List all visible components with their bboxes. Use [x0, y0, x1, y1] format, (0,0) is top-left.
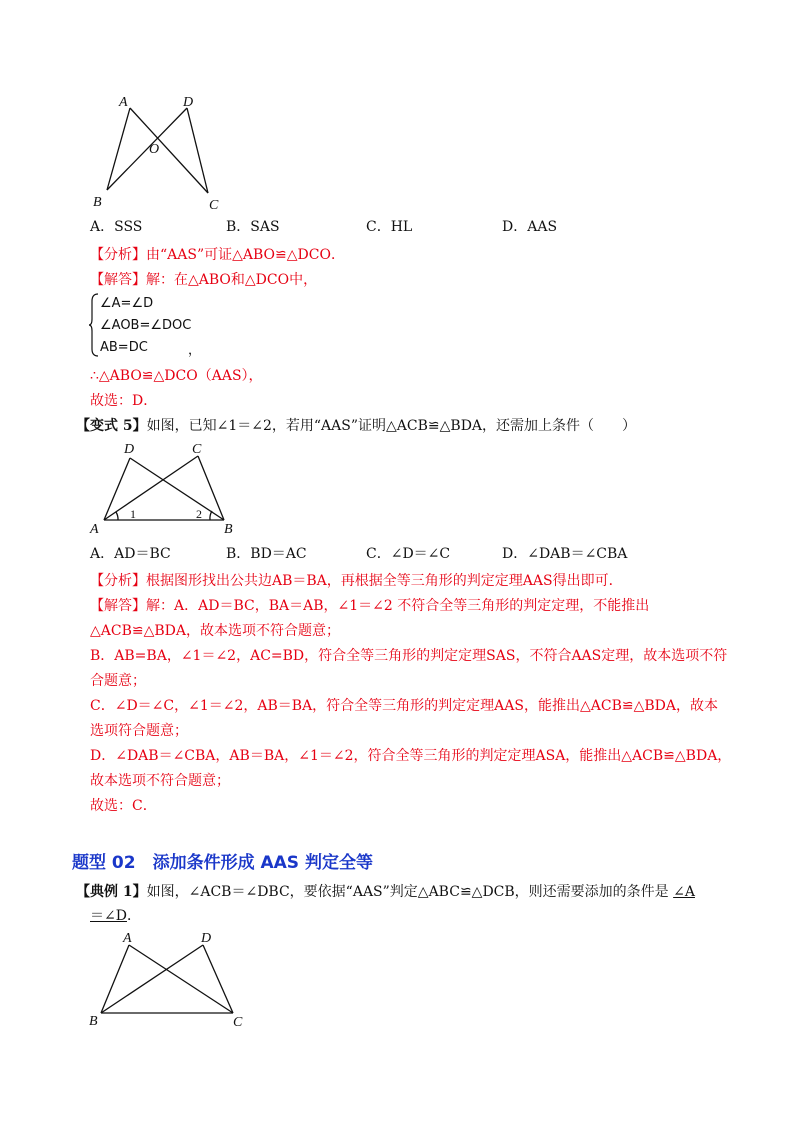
example-1-question — [76, 882, 730, 902]
angle-2-arc — [210, 511, 212, 520]
example-1-question-cont — [90, 906, 730, 926]
label-a: A — [123, 931, 132, 946]
label-c: C — [192, 442, 202, 457]
solution-2-line-4: 合题意； — [90, 673, 146, 689]
condition-2: ∠AOB=∠DOC — [100, 318, 192, 333]
solution-2-line-7: D．∠DAB＝∠CBA，AB＝BA，∠1＝∠2，符合全等三角形的判定定理ASA，能推出△ACB≌△BDA， — [90, 748, 732, 764]
label-d: D — [183, 95, 194, 110]
therefore-1: ∴△ABO≌△DCO（AAS）， — [90, 368, 263, 384]
figure-quad-dcab — [88, 440, 248, 539]
label-a: A — [90, 522, 99, 535]
label-d: D — [201, 931, 212, 946]
example-1-tag: 【典例 1】 — [76, 884, 147, 900]
segment-dc — [187, 108, 208, 193]
example-1-end: ． — [126, 908, 141, 924]
brace-icon — [88, 293, 100, 361]
angle-label-2: 2 — [196, 507, 202, 521]
variant-5-question — [76, 416, 730, 436]
solution-2-line-9: 故选：C． — [90, 798, 157, 814]
figure-bowtie-abodc — [85, 90, 235, 219]
label-c: C — [233, 1015, 243, 1030]
condition-1: ∠A=∠D — [100, 296, 154, 311]
angle-1-arc — [116, 512, 118, 520]
segment-ab — [101, 945, 129, 1013]
solution-2-line-8: 故本选项不符合题意； — [90, 773, 230, 789]
label-b: B — [224, 522, 233, 535]
solution-2-line-5: C．∠D＝∠C，∠1＝∠2，AB＝BA，符合全等三角形的判定定理AAS，能推出△ACB≌△BDA，故本 — [90, 698, 718, 714]
example-1-answer-part-1: ∠A — [673, 884, 695, 900]
angle-label-1: 1 — [130, 507, 136, 521]
option-d: D．AAS — [502, 219, 558, 235]
solution-2-line-6: 选项符合题意； — [90, 723, 188, 739]
figure-bowtie-adbc — [85, 925, 255, 1034]
option-a: A．SSS — [90, 219, 143, 235]
solution-2-line-3: B．AB=BA，∠1＝∠2，AC=BD，符合全等三角形的判定定理SAS，不符合AAS定理，故本选项不符 — [90, 648, 728, 664]
label-b: B — [93, 195, 102, 210]
label-o: O — [149, 142, 160, 157]
example-1-text: 如图，∠ACB＝∠DBC，要依据“AAS”判定△ABC≌△DCB，则还需要添加的条件是 — [146, 884, 669, 900]
option-c: C．HL — [366, 219, 413, 235]
variant-5-text: 如图，已知∠1＝∠2，若用“AAS”证明△ACB≌△BDA，还需加上条件（ ） — [146, 418, 637, 434]
option-c: C．∠D＝∠C — [366, 546, 451, 562]
section-heading: 题型 02 添加条件形成 AAS 判定全等 — [72, 853, 373, 873]
label-a: A — [119, 95, 128, 110]
segment-ac — [130, 108, 208, 193]
label-d: D — [124, 442, 135, 457]
option-b: B．BD＝AC — [226, 546, 307, 562]
label-b: B — [89, 1014, 98, 1029]
condition-3: AB=DC — [100, 340, 148, 355]
solution-2-line-1: 【解答】解：A．AD＝BC，BA＝AB，∠1＝∠2 不符合全等三角形的判定定理，不能推出 — [90, 598, 650, 614]
solution-2-line-2: △ACB≌△BDA，故本选项不符合题意； — [90, 623, 340, 639]
segment-db — [130, 458, 224, 520]
solution-1: 【解答】解：在△ABO和△DCO中， — [90, 272, 318, 288]
system-comma: ， — [188, 343, 202, 358]
analysis-2: 【分析】根据图形找出公共边AB＝BA，再根据全等三角形的判定定理AAS得出即可． — [90, 573, 623, 589]
option-a: A．AD＝BC — [90, 546, 171, 562]
option-b: B．SAS — [226, 219, 280, 235]
label-c: C — [209, 198, 219, 213]
choice-1: 故选：D． — [90, 393, 158, 409]
segment-db — [101, 945, 203, 1013]
variant-5-tag: 【变式 5】 — [76, 418, 147, 434]
analysis-1: 【分析】由“AAS”可证△ABO≌△DCO． — [90, 247, 345, 263]
option-d: D．∠DAB＝∠CBA — [502, 546, 628, 562]
example-1-answer-part-2: ＝∠D — [90, 908, 127, 924]
